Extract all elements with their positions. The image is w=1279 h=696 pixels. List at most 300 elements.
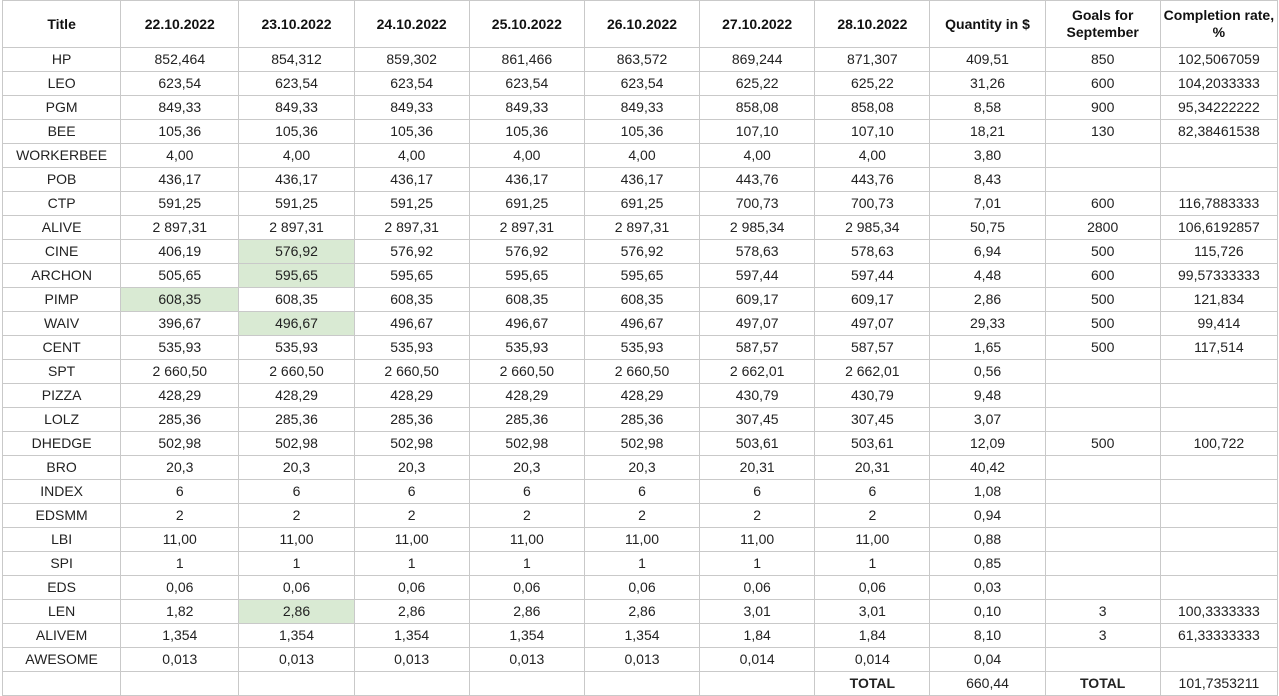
table-cell[interactable]: 535,93 — [121, 336, 239, 360]
table-cell[interactable]: 1 — [700, 552, 815, 576]
table-cell[interactable] — [1160, 168, 1277, 192]
total-cell[interactable] — [700, 672, 815, 696]
table-cell[interactable]: 0,013 — [121, 648, 239, 672]
table-cell[interactable]: 502,98 — [584, 432, 699, 456]
table-cell[interactable]: 95,34222222 — [1160, 96, 1277, 120]
table-cell[interactable]: 116,7883333 — [1160, 192, 1277, 216]
table-cell[interactable]: 2 660,50 — [469, 360, 584, 384]
table-cell[interactable]: 115,726 — [1160, 240, 1277, 264]
table-cell[interactable]: 2 660,50 — [121, 360, 239, 384]
table-cell[interactable]: 691,25 — [584, 192, 699, 216]
table-cell[interactable]: 443,76 — [815, 168, 930, 192]
token-title-cell[interactable]: WORKERBEE — [3, 144, 121, 168]
table-cell[interactable]: 859,302 — [354, 48, 469, 72]
table-cell[interactable]: 285,36 — [469, 408, 584, 432]
table-cell[interactable]: 0,85 — [930, 552, 1045, 576]
table-cell[interactable]: 130 — [1045, 120, 1160, 144]
table-cell[interactable]: 285,36 — [239, 408, 354, 432]
table-cell[interactable]: 436,17 — [584, 168, 699, 192]
table-cell[interactable]: 4,00 — [469, 144, 584, 168]
token-title-cell[interactable]: ALIVEM — [3, 624, 121, 648]
table-cell[interactable]: 591,25 — [121, 192, 239, 216]
table-cell[interactable]: 576,92 — [239, 240, 354, 264]
table-cell[interactable]: 436,17 — [354, 168, 469, 192]
total-label-cell[interactable]: TOTAL — [815, 672, 930, 696]
table-cell[interactable]: 502,98 — [354, 432, 469, 456]
table-cell[interactable]: 591,25 — [239, 192, 354, 216]
column-header[interactable]: 23.10.2022 — [239, 1, 354, 48]
table-cell[interactable]: 1,354 — [121, 624, 239, 648]
table-cell[interactable]: 503,61 — [700, 432, 815, 456]
table-cell[interactable]: 396,67 — [121, 312, 239, 336]
table-cell[interactable] — [1045, 360, 1160, 384]
table-cell[interactable]: 597,44 — [700, 264, 815, 288]
token-title-cell[interactable]: CTP — [3, 192, 121, 216]
table-cell[interactable]: 100,3333333 — [1160, 600, 1277, 624]
table-cell[interactable]: 0,06 — [815, 576, 930, 600]
table-cell[interactable]: 1,354 — [584, 624, 699, 648]
table-cell[interactable] — [1160, 576, 1277, 600]
table-cell[interactable]: 0,06 — [239, 576, 354, 600]
table-cell[interactable]: 20,3 — [239, 456, 354, 480]
table-cell[interactable]: 587,57 — [700, 336, 815, 360]
table-cell[interactable]: 107,10 — [815, 120, 930, 144]
table-cell[interactable]: 99,414 — [1160, 312, 1277, 336]
table-cell[interactable] — [1045, 168, 1160, 192]
table-cell[interactable]: 0,03 — [930, 576, 1045, 600]
table-cell[interactable]: 105,36 — [121, 120, 239, 144]
table-cell[interactable]: 578,63 — [815, 240, 930, 264]
table-cell[interactable]: 608,35 — [584, 288, 699, 312]
table-cell[interactable]: 497,07 — [700, 312, 815, 336]
table-cell[interactable]: 11,00 — [815, 528, 930, 552]
table-cell[interactable]: 430,79 — [815, 384, 930, 408]
table-cell[interactable]: 597,44 — [815, 264, 930, 288]
table-cell[interactable]: 3,01 — [815, 600, 930, 624]
table-cell[interactable]: 1,354 — [354, 624, 469, 648]
token-title-cell[interactable]: LEN — [3, 600, 121, 624]
table-cell[interactable]: 623,54 — [584, 72, 699, 96]
table-cell[interactable]: 2 — [239, 504, 354, 528]
table-cell[interactable]: 6 — [469, 480, 584, 504]
table-cell[interactable]: 409,51 — [930, 48, 1045, 72]
table-cell[interactable]: 2 897,31 — [121, 216, 239, 240]
table-cell[interactable] — [1160, 504, 1277, 528]
token-title-cell[interactable]: EDS — [3, 576, 121, 600]
table-cell[interactable]: 428,29 — [121, 384, 239, 408]
table-cell[interactable] — [1160, 480, 1277, 504]
table-cell[interactable]: 691,25 — [469, 192, 584, 216]
table-cell[interactable]: 871,307 — [815, 48, 930, 72]
table-cell[interactable]: 850 — [1045, 48, 1160, 72]
table-cell[interactable]: 307,45 — [815, 408, 930, 432]
table-cell[interactable]: 2,86 — [469, 600, 584, 624]
table-cell[interactable]: 0,56 — [930, 360, 1045, 384]
table-cell[interactable]: 608,35 — [354, 288, 469, 312]
table-cell[interactable]: 858,08 — [815, 96, 930, 120]
table-cell[interactable]: 625,22 — [700, 72, 815, 96]
table-cell[interactable]: 849,33 — [239, 96, 354, 120]
table-cell[interactable]: 625,22 — [815, 72, 930, 96]
table-cell[interactable]: 2 897,31 — [239, 216, 354, 240]
column-header[interactable]: 26.10.2022 — [584, 1, 699, 48]
table-cell[interactable] — [1045, 408, 1160, 432]
table-cell[interactable]: 2,86 — [239, 600, 354, 624]
total-label-cell[interactable]: TOTAL — [1045, 672, 1160, 696]
table-cell[interactable]: 849,33 — [121, 96, 239, 120]
table-cell[interactable] — [1160, 360, 1277, 384]
table-cell[interactable]: 4,00 — [700, 144, 815, 168]
table-cell[interactable]: 608,35 — [121, 288, 239, 312]
table-cell[interactable]: 1 — [815, 552, 930, 576]
column-header[interactable]: Quantity in $ — [930, 1, 1045, 48]
total-cell[interactable] — [239, 672, 354, 696]
table-cell[interactable]: 0,06 — [469, 576, 584, 600]
table-cell[interactable]: 4,00 — [584, 144, 699, 168]
table-cell[interactable]: 436,17 — [469, 168, 584, 192]
table-cell[interactable]: 11,00 — [354, 528, 469, 552]
table-cell[interactable]: 500 — [1045, 240, 1160, 264]
column-header[interactable]: 27.10.2022 — [700, 1, 815, 48]
table-cell[interactable]: 4,00 — [239, 144, 354, 168]
table-cell[interactable]: 428,29 — [354, 384, 469, 408]
table-cell[interactable]: 587,57 — [815, 336, 930, 360]
table-cell[interactable]: 20,3 — [121, 456, 239, 480]
column-header[interactable]: 24.10.2022 — [354, 1, 469, 48]
table-cell[interactable]: 2 985,34 — [700, 216, 815, 240]
table-cell[interactable]: 500 — [1045, 432, 1160, 456]
table-cell[interactable]: 623,54 — [469, 72, 584, 96]
table-cell[interactable]: 4,00 — [354, 144, 469, 168]
token-title-cell[interactable]: CENT — [3, 336, 121, 360]
table-cell[interactable]: 6 — [584, 480, 699, 504]
column-header[interactable]: Title — [3, 1, 121, 48]
table-cell[interactable]: 1,65 — [930, 336, 1045, 360]
table-cell[interactable]: 2800 — [1045, 216, 1160, 240]
table-cell[interactable]: 500 — [1045, 288, 1160, 312]
table-cell[interactable]: 600 — [1045, 192, 1160, 216]
table-cell[interactable]: 608,35 — [469, 288, 584, 312]
table-cell[interactable] — [1045, 144, 1160, 168]
table-cell[interactable]: 1,82 — [121, 600, 239, 624]
table-cell[interactable]: 105,36 — [584, 120, 699, 144]
table-cell[interactable]: 2 660,50 — [584, 360, 699, 384]
table-cell[interactable]: 1,84 — [700, 624, 815, 648]
table-cell[interactable]: 12,09 — [930, 432, 1045, 456]
table-cell[interactable] — [1160, 384, 1277, 408]
table-cell[interactable]: 428,29 — [239, 384, 354, 408]
table-cell[interactable]: 496,67 — [584, 312, 699, 336]
table-cell[interactable]: 6 — [239, 480, 354, 504]
table-cell[interactable]: 3 — [1045, 600, 1160, 624]
table-cell[interactable]: 443,76 — [700, 168, 815, 192]
table-cell[interactable]: 1 — [239, 552, 354, 576]
token-title-cell[interactable]: LBI — [3, 528, 121, 552]
table-cell[interactable]: 105,36 — [239, 120, 354, 144]
table-cell[interactable]: 106,6192857 — [1160, 216, 1277, 240]
table-cell[interactable]: 2 660,50 — [239, 360, 354, 384]
table-cell[interactable]: 18,21 — [930, 120, 1045, 144]
table-cell[interactable]: 502,98 — [121, 432, 239, 456]
table-cell[interactable]: 2 897,31 — [469, 216, 584, 240]
table-cell[interactable]: 1,354 — [469, 624, 584, 648]
table-cell[interactable]: 609,17 — [700, 288, 815, 312]
table-cell[interactable]: 4,48 — [930, 264, 1045, 288]
table-cell[interactable]: 4,00 — [815, 144, 930, 168]
table-cell[interactable]: 285,36 — [354, 408, 469, 432]
table-cell[interactable]: 500 — [1045, 336, 1160, 360]
table-cell[interactable] — [1045, 504, 1160, 528]
table-cell[interactable]: 852,464 — [121, 48, 239, 72]
table-cell[interactable]: 0,06 — [354, 576, 469, 600]
table-cell[interactable]: 496,67 — [239, 312, 354, 336]
table-cell[interactable]: 0,94 — [930, 504, 1045, 528]
table-cell[interactable]: 0,04 — [930, 648, 1045, 672]
token-title-cell[interactable]: PIZZA — [3, 384, 121, 408]
table-cell[interactable]: 6 — [121, 480, 239, 504]
table-cell[interactable]: 496,67 — [354, 312, 469, 336]
table-cell[interactable]: 576,92 — [584, 240, 699, 264]
table-cell[interactable]: 8,43 — [930, 168, 1045, 192]
table-cell[interactable]: 0,014 — [815, 648, 930, 672]
table-cell[interactable]: 11,00 — [584, 528, 699, 552]
column-header[interactable]: Goals for September — [1045, 1, 1160, 48]
total-cell[interactable] — [3, 672, 121, 696]
table-cell[interactable] — [1160, 144, 1277, 168]
table-cell[interactable]: 600 — [1045, 72, 1160, 96]
table-cell[interactable]: 1,84 — [815, 624, 930, 648]
table-cell[interactable]: 700,73 — [815, 192, 930, 216]
token-title-cell[interactable]: BEE — [3, 120, 121, 144]
table-cell[interactable]: 1 — [584, 552, 699, 576]
table-cell[interactable]: 595,65 — [469, 264, 584, 288]
table-cell[interactable] — [1160, 408, 1277, 432]
table-cell[interactable]: 505,65 — [121, 264, 239, 288]
table-cell[interactable]: 869,244 — [700, 48, 815, 72]
table-cell[interactable]: 1,354 — [239, 624, 354, 648]
table-cell[interactable]: 99,57333333 — [1160, 264, 1277, 288]
table-cell[interactable]: 858,08 — [700, 96, 815, 120]
table-cell[interactable] — [1045, 552, 1160, 576]
table-cell[interactable]: 20,3 — [354, 456, 469, 480]
total-cell[interactable] — [121, 672, 239, 696]
table-cell[interactable]: 105,36 — [354, 120, 469, 144]
table-cell[interactable]: 11,00 — [121, 528, 239, 552]
table-cell[interactable]: 3,01 — [700, 600, 815, 624]
table-cell[interactable]: 854,312 — [239, 48, 354, 72]
table-cell[interactable]: 107,10 — [700, 120, 815, 144]
table-cell[interactable]: 61,33333333 — [1160, 624, 1277, 648]
column-header[interactable]: 25.10.2022 — [469, 1, 584, 48]
table-cell[interactable]: 502,98 — [239, 432, 354, 456]
table-cell[interactable]: 535,93 — [469, 336, 584, 360]
table-cell[interactable]: 428,29 — [469, 384, 584, 408]
table-cell[interactable]: 497,07 — [815, 312, 930, 336]
column-header[interactable]: 28.10.2022 — [815, 1, 930, 48]
table-cell[interactable] — [1045, 480, 1160, 504]
table-cell[interactable] — [1045, 576, 1160, 600]
table-cell[interactable]: 285,36 — [121, 408, 239, 432]
table-cell[interactable]: 6 — [815, 480, 930, 504]
table-cell[interactable]: 2 — [815, 504, 930, 528]
table-cell[interactable]: 576,92 — [469, 240, 584, 264]
table-cell[interactable]: 1 — [354, 552, 469, 576]
table-cell[interactable] — [1045, 528, 1160, 552]
table-cell[interactable]: 436,17 — [239, 168, 354, 192]
table-cell[interactable]: 623,54 — [121, 72, 239, 96]
table-cell[interactable]: 1 — [121, 552, 239, 576]
total-cell[interactable] — [469, 672, 584, 696]
table-cell[interactable]: 2 985,34 — [815, 216, 930, 240]
table-cell[interactable]: 623,54 — [354, 72, 469, 96]
table-cell[interactable] — [1160, 552, 1277, 576]
table-cell[interactable]: 595,65 — [239, 264, 354, 288]
table-cell[interactable]: 8,58 — [930, 96, 1045, 120]
table-cell[interactable]: 535,93 — [354, 336, 469, 360]
token-title-cell[interactable]: ALIVE — [3, 216, 121, 240]
table-cell[interactable]: 0,013 — [469, 648, 584, 672]
table-cell[interactable] — [1160, 456, 1277, 480]
table-cell[interactable]: 578,63 — [700, 240, 815, 264]
table-cell[interactable] — [1160, 528, 1277, 552]
table-cell[interactable]: 20,31 — [815, 456, 930, 480]
table-cell[interactable]: 0,10 — [930, 600, 1045, 624]
token-title-cell[interactable]: INDEX — [3, 480, 121, 504]
table-cell[interactable]: 20,31 — [700, 456, 815, 480]
token-title-cell[interactable]: WAIV — [3, 312, 121, 336]
total-cell[interactable]: 101,7353211 — [1160, 672, 1277, 696]
table-cell[interactable]: 600 — [1045, 264, 1160, 288]
table-cell[interactable]: 0,06 — [584, 576, 699, 600]
table-cell[interactable]: 117,514 — [1160, 336, 1277, 360]
token-title-cell[interactable]: SPI — [3, 552, 121, 576]
table-cell[interactable]: 2,86 — [354, 600, 469, 624]
table-cell[interactable]: 2 — [121, 504, 239, 528]
table-cell[interactable]: 307,45 — [700, 408, 815, 432]
column-header[interactable]: 22.10.2022 — [121, 1, 239, 48]
token-title-cell[interactable]: SPT — [3, 360, 121, 384]
table-cell[interactable]: 40,42 — [930, 456, 1045, 480]
token-title-cell[interactable]: AWESOME — [3, 648, 121, 672]
table-cell[interactable]: 430,79 — [700, 384, 815, 408]
table-cell[interactable] — [1045, 384, 1160, 408]
column-header[interactable]: Completion rate, % — [1160, 1, 1277, 48]
table-cell[interactable]: 11,00 — [700, 528, 815, 552]
table-cell[interactable]: 0,014 — [700, 648, 815, 672]
table-cell[interactable]: 2 662,01 — [700, 360, 815, 384]
table-cell[interactable]: 900 — [1045, 96, 1160, 120]
table-cell[interactable]: 2,86 — [930, 288, 1045, 312]
table-cell[interactable] — [1045, 648, 1160, 672]
token-title-cell[interactable]: CINE — [3, 240, 121, 264]
table-cell[interactable]: 595,65 — [354, 264, 469, 288]
table-cell[interactable]: 6 — [354, 480, 469, 504]
table-cell[interactable]: 6,94 — [930, 240, 1045, 264]
table-cell[interactable]: 0,06 — [121, 576, 239, 600]
table-cell[interactable]: 3,80 — [930, 144, 1045, 168]
table-cell[interactable]: 0,013 — [354, 648, 469, 672]
table-cell[interactable]: 3 — [1045, 624, 1160, 648]
table-cell[interactable]: 31,26 — [930, 72, 1045, 96]
table-cell[interactable]: 535,93 — [584, 336, 699, 360]
token-title-cell[interactable]: PIMP — [3, 288, 121, 312]
table-cell[interactable]: 500 — [1045, 312, 1160, 336]
table-cell[interactable]: 20,3 — [584, 456, 699, 480]
table-cell[interactable] — [1045, 456, 1160, 480]
table-cell[interactable]: 502,98 — [469, 432, 584, 456]
table-cell[interactable]: 576,92 — [354, 240, 469, 264]
token-title-cell[interactable]: POB — [3, 168, 121, 192]
table-cell[interactable]: 700,73 — [700, 192, 815, 216]
token-title-cell[interactable]: PGM — [3, 96, 121, 120]
token-title-cell[interactable]: BRO — [3, 456, 121, 480]
table-cell[interactable]: 849,33 — [354, 96, 469, 120]
table-cell[interactable]: 2 662,01 — [815, 360, 930, 384]
table-cell[interactable]: 6 — [700, 480, 815, 504]
token-title-cell[interactable]: EDSMM — [3, 504, 121, 528]
table-cell[interactable]: 1 — [469, 552, 584, 576]
table-cell[interactable]: 2 897,31 — [584, 216, 699, 240]
table-cell[interactable]: 861,466 — [469, 48, 584, 72]
table-cell[interactable]: 100,722 — [1160, 432, 1277, 456]
table-cell[interactable]: 428,29 — [584, 384, 699, 408]
table-cell[interactable]: 2 — [469, 504, 584, 528]
token-title-cell[interactable]: HP — [3, 48, 121, 72]
table-cell[interactable] — [1160, 648, 1277, 672]
table-cell[interactable]: 20,3 — [469, 456, 584, 480]
table-cell[interactable]: 503,61 — [815, 432, 930, 456]
table-cell[interactable]: 2 897,31 — [354, 216, 469, 240]
table-cell[interactable]: 863,572 — [584, 48, 699, 72]
table-cell[interactable]: 2 — [584, 504, 699, 528]
table-cell[interactable]: 595,65 — [584, 264, 699, 288]
table-cell[interactable]: 2 — [354, 504, 469, 528]
table-cell[interactable]: 50,75 — [930, 216, 1045, 240]
table-cell[interactable]: 1,08 — [930, 480, 1045, 504]
table-cell[interactable]: 2,86 — [584, 600, 699, 624]
table-cell[interactable]: 82,38461538 — [1160, 120, 1277, 144]
token-title-cell[interactable]: DHEDGE — [3, 432, 121, 456]
table-cell[interactable]: 121,834 — [1160, 288, 1277, 312]
table-cell[interactable]: 2 660,50 — [354, 360, 469, 384]
table-cell[interactable]: 535,93 — [239, 336, 354, 360]
table-cell[interactable]: 29,33 — [930, 312, 1045, 336]
table-cell[interactable]: 2 — [700, 504, 815, 528]
table-cell[interactable]: 4,00 — [121, 144, 239, 168]
table-cell[interactable]: 623,54 — [239, 72, 354, 96]
table-cell[interactable]: 0,013 — [584, 648, 699, 672]
token-title-cell[interactable]: ARCHON — [3, 264, 121, 288]
table-cell[interactable]: 609,17 — [815, 288, 930, 312]
table-cell[interactable]: 406,19 — [121, 240, 239, 264]
token-title-cell[interactable]: LEO — [3, 72, 121, 96]
total-cell[interactable] — [584, 672, 699, 696]
table-cell[interactable]: 102,5067059 — [1160, 48, 1277, 72]
table-cell[interactable]: 849,33 — [469, 96, 584, 120]
table-cell[interactable]: 0,06 — [700, 576, 815, 600]
table-cell[interactable]: 104,2033333 — [1160, 72, 1277, 96]
table-cell[interactable]: 7,01 — [930, 192, 1045, 216]
table-cell[interactable]: 9,48 — [930, 384, 1045, 408]
table-cell[interactable]: 11,00 — [469, 528, 584, 552]
table-cell[interactable]: 285,36 — [584, 408, 699, 432]
table-cell[interactable]: 0,013 — [239, 648, 354, 672]
table-cell[interactable]: 849,33 — [584, 96, 699, 120]
table-cell[interactable]: 436,17 — [121, 168, 239, 192]
table-cell[interactable]: 608,35 — [239, 288, 354, 312]
token-title-cell[interactable]: LOLZ — [3, 408, 121, 432]
table-cell[interactable]: 0,88 — [930, 528, 1045, 552]
